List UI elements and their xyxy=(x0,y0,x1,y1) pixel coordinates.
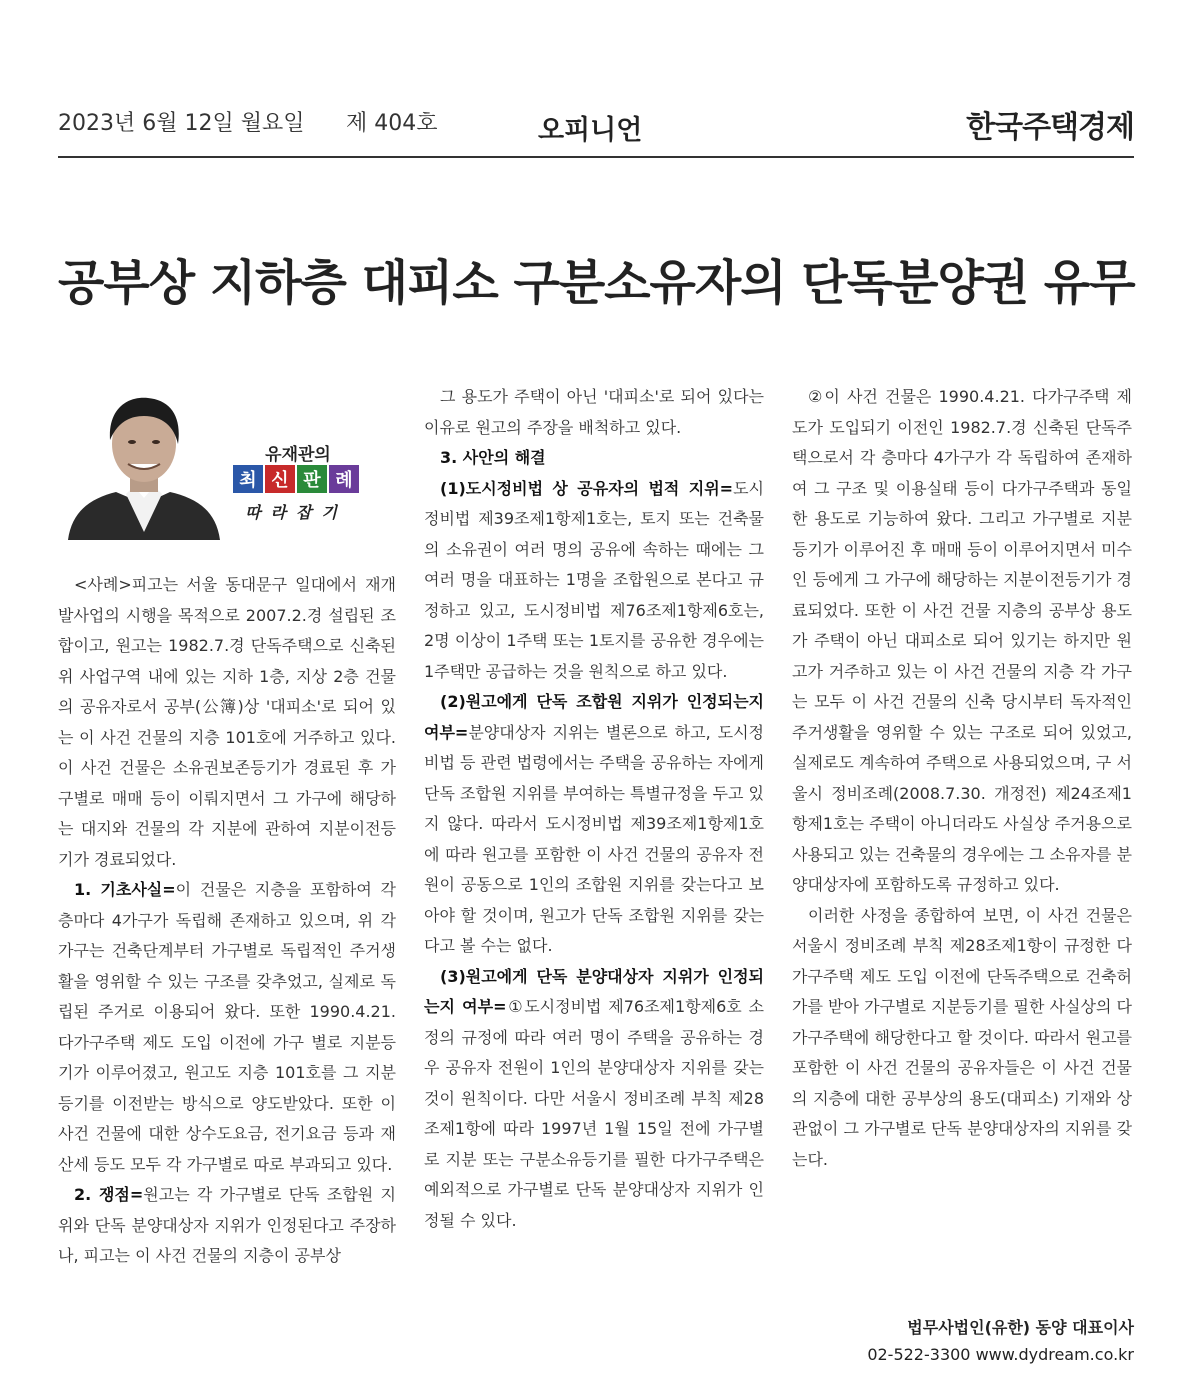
paragraph-building-facts: ②이 사건 건물은 1990.4.21. 다가구주택 제도가 도입되기 이전인 1982.7.경 신축된 단독주택으로서 각 층마다 4가구가 각 독립하여 존재하여 그 구조 및 이용실태 등이 다가구주택과 동일한 용도로 기능하여 왔다. 그리고 가구별로 지분등기가 이루어진 후 매매 등이 이루어지면서 미수인 등에게 그 가구에 해당하는 지분이전등기가 경료되었다. 또한 이 사건 건물 지층의 공부상 용도가 주택이 아닌 대피소로 되어 있기는 하지만 원고가 거주하고 있는 이 사건 건물의 지층 각 가구는 모두 이 사건 건물의 신축 당시부터 독자적인 주거생활을 영위할 수 있는 구조로 되어 있었고, 실제로도 계속하여 주택으로 사용되었으며, 구 서울시 정비조례(2008.7.30. 개정전) 제24조제1항제1호는 주택이 아니더라도 사실상 주거용으로 사용되고 있는 건축물의 경우에는 그 소유자를 분양대상자에 포함하도록 규정하고 있다. xyxy=(792,387,1132,894)
paragraph-continued: 그 용도가 주택이 아닌 '대피소'로 되어 있다는 이유로 원고의 주장을 배척하고 있다. xyxy=(424,387,764,437)
issue-number: 제 404호 xyxy=(346,111,438,136)
text-co-owner-status: 도시정비법 제39조제1항제1호는, 토지 또는 건축물의 소유권이 여러 명의 공유에 속하는 때에는 그 여러 명을 대표하는 1명을 조합원으로 본다고 규정하고 있고, 도시정비법 제76조제1항제6호는, 2명 이상이 1주택 또는 1토지를 공유한 경우에는 1주택만 공급하는 것을 원칙으로 하고 있다. xyxy=(424,478,764,681)
columnist-portrait xyxy=(58,382,228,540)
text-allottee-status: ①도시정비법 제76조제1항제6호 소정의 규정에 따라 여러 명이 주택을 공유하는 경우 공유자 전원이 1인의 분양대상자 지위를 갖는 것이 원칙이다. 다만 서울시 정비조례 부칙 제28조제1항에 따라 1997년 1월 15일 전에 가구별로 지분 또는 구분소유등기를 필한 다가구주택은 예외적으로 가구별로 단독 분양대상자 지위가 인정될 수 있다. xyxy=(424,997,764,1230)
page-header xyxy=(58,100,1134,158)
article-headline: 공부상 지하층 대피소 구분소유자의 단독분양권 유무 xyxy=(58,255,1135,311)
column-title: 유재관의 xyxy=(265,445,331,465)
heading-basic-facts: 1. 기초사실= xyxy=(74,880,176,899)
paragraph-issue xyxy=(58,1180,396,1272)
paragraph-co-owner-status xyxy=(424,474,764,688)
publication-date: 2023년 6월 12일 월요일 xyxy=(58,111,305,136)
newspaper-name: 한국주택경제 xyxy=(966,110,1134,145)
heading-issue: 2. 쟁점= xyxy=(74,1185,144,1204)
article-column-3 xyxy=(792,382,1132,1175)
text-issue: 원고는 각 가구별로 단독 조합원 지위와 단독 분양대상자 지위가 인정된다고 주장하나, 피고는 이 사건 건물의 지층이 공부상 xyxy=(58,1185,396,1265)
column-subtitle: 따라잡기 xyxy=(245,503,347,522)
author-affiliation: 법무사법인(유한) 동양 대표이사 xyxy=(907,1318,1134,1337)
paragraph-member-status xyxy=(424,687,764,962)
heading-member-status: (2)원고에게 단독 조합원 지위가 인정되는지 여부= xyxy=(424,692,764,742)
author-contact: 02-522-3300 www.dydream.co.kr xyxy=(867,1345,1134,1364)
paragraph-conclusion: 이러한 사정을 종합하여 보면, 이 사건 건물은 서울시 정비조례 부칙 제28조제1항이 규정한 다가구주택 제도 도입 이전에 단독주택으로 건축허가를 받아 가구별로 지분등기를 필한 사실상의 다가구주택에 해당한다고 할 것이다. 따라서 원고를 포함한 이 사건 건물의 공유자들은 이 사건 건물의 지층에 대한 공부상의 용도(대피소) 기재와 상관없이 그 가구별로 단독 분양대상자의 지위를 갖는다. xyxy=(792,905,1132,1169)
heading-allottee-status: (3)원고에게 단독 분양대상자 지위가 인정되는지 여부= xyxy=(424,966,764,1016)
article-column-1 xyxy=(58,570,396,1272)
heading-co-owner-status: (1)도시정비법 상 공유자의 법적 지위= xyxy=(440,478,734,498)
heading-resolution: 3. 사안의 해결 xyxy=(440,448,546,467)
column-badges xyxy=(233,465,359,493)
article-column-2 xyxy=(424,382,764,1236)
badge-2: 신 xyxy=(265,465,295,493)
section-name: 오피니언 xyxy=(538,115,643,146)
text-basic-facts: 이 건물은 지층을 포함하여 각 층마다 4가구가 독립해 존재하고 있으며, 위 각 가구는 건축단계부터 가구별로 독립적인 주거생활을 영위할 수 있는 구조를 갖추었고, 실제로 독립된 주거로 이용되어 왔다. 또한 1990.4.21. 다가구주택 제도 도입 이전에 가구 별로 지분등기가 이루어졌고, 원고도 지층 101호를 그 지분등기를 이전받는 방식으로 양도받았다. 또한 이 사건 건물에 대한 상수도요금, 전기요금 등과 재산세 등도 모두 각 가구별로 따로 부과되고 있다. xyxy=(58,880,396,1174)
paragraph-basic-facts xyxy=(58,875,396,1180)
badge-4: 례 xyxy=(329,465,359,493)
badge-1: 최 xyxy=(233,465,263,493)
paragraph-case: <사례>피고는 서울 동대문구 일대에서 재개발사업의 시행을 목적으로 2007.2.경 설립된 조합이고, 원고는 1982.7.경 단독주택으로 신축된 위 사업구역 내에 있는 지하 1층, 지상 2층 건물의 공유자로서 공부(公簿)상 '대피소'로 되어 있는 이 사건 건물의 지층 101호에 거주하고 있다. 이 사건 건물은 소유권보존등기가 경료된 후 가구별로 매매 등이 이뤄지면서 그 가구에 해당하는 대지와 건물의 각 지분에 관하여 지분이전등기가 경료되었다. xyxy=(58,575,396,869)
text-member-status: 분양대상자 지위는 별론으로 하고, 도시정비법 등 관련 법령에서는 주택을 공유하는 자에게 단독 조합원 지위를 부여하는 특별규정을 두고 있지 않다. 따라서 도시정비법 제39조제1항제1호에 따라 원고를 포함한 이 사건 건물의 공유자 전원이 공동으로 1인의 조합원 지위를 갖는다고 보아야 할 것이며, 원고가 단독 조합원 지위를 갖는다고 볼 수는 없다. xyxy=(424,722,764,955)
paragraph-allottee-status xyxy=(424,962,764,1237)
badge-3: 판 xyxy=(297,465,327,493)
